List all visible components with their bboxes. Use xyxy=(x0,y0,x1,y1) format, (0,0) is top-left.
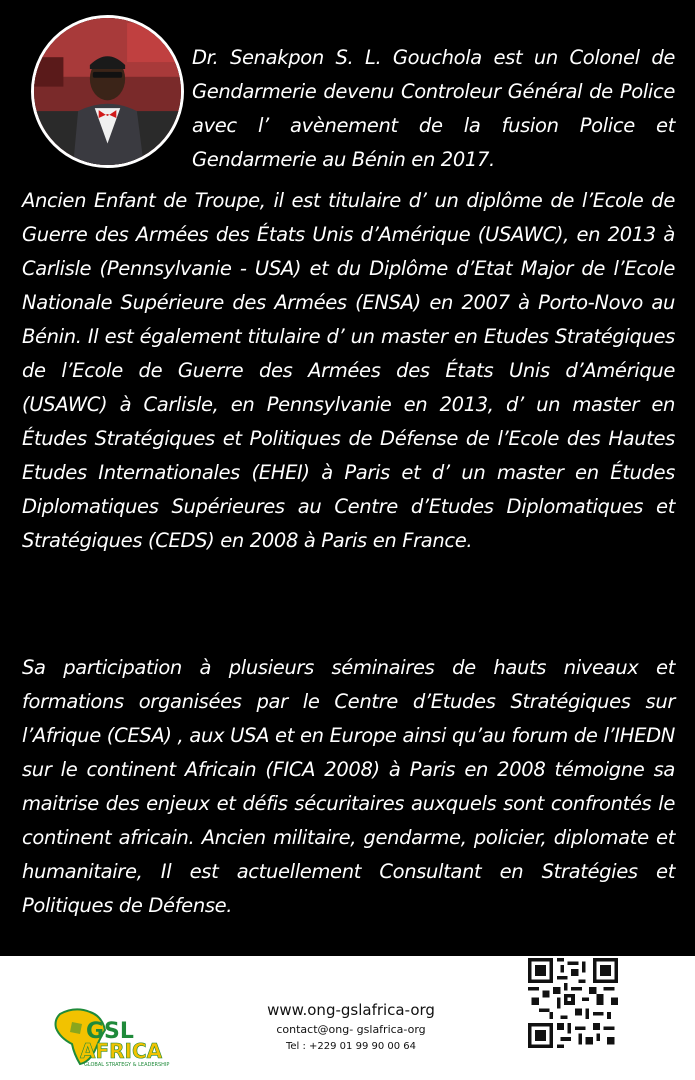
footer xyxy=(0,956,695,1080)
phone-number: Tel : +229 01 99 90 00 64 xyxy=(285,1041,417,1052)
logo-gsl-text: GSL xyxy=(86,1019,134,1044)
africa-map-icon xyxy=(50,1004,220,1068)
website-link[interactable]: www.ong-gslafrica-org xyxy=(267,1001,435,1019)
intro-paragraph: Dr. Senakpon S. L. Gouchola est un Colonel de Gendarmerie devenu Controleur Général de Police avec l’ avènement de la fusion Police et Gendarmerie au Bénin en 2017. xyxy=(192,46,675,171)
logo-tagline: GLOBAL STRATEGY & LEADERSHIP xyxy=(84,1062,170,1068)
logo-africa-text: AFRICA xyxy=(80,1039,163,1063)
experience-paragraph: Sa participation à plusieurs séminaires de hauts niveaux et formations organisées par le Centre d’Etudes Stratégiques sur l’Afrique (CESA) , aux USA et en Europe ainsi qu’au forum de l’IHEDN sur le continent Africain (FICA 2008) à Paris en 2008 témoigne sa maitrise des enjeux et défis sécuritaires auxquels sont confrontés le continent africain. Ancien militaire, gendarme, policier, diplomate et humanitaire, Il est actuellement Consultant en Stratégies et Politiques de Défense. xyxy=(22,656,675,917)
portrait-photo xyxy=(31,15,184,168)
email-link[interactable]: contact@ong- gslafrica-org xyxy=(276,1023,426,1036)
career-paragraph: Ancien Enfant de Troupe, il est titulaire d’ un diplôme de l’Ecole de Guerre des Armées des États Unis d’Amérique (USAWC), en 2013 à Carlisle (Pennsylvanie - USA) et du Diplôme d’Etat Major de l’Ecole Nationale Supérieure des Armées (ENSA) en 2007 à Porto-Novo au Bénin. Il est également titulaire d’ un master en Etudes Stratégiques de l’Ecole de Guerre des Armées des États Unis d’Amérique (USAWC) à Carlisle, en Pennsylvanie en 2013, d’ un master en Études Stratégiques et Politiques de Défense de l’Ecole des Hautes Etudes Internationales (EHEI) à Paris et d’ un master en Études Diplomatiques Supérieures au Centre d’Etudes Diplomatiques et Stratégiques (CEDS) en 2008 à Paris en France. xyxy=(22,189,675,552)
portrait-illustration xyxy=(34,18,181,165)
gsl-africa-logo xyxy=(50,1004,220,1068)
qr-code-icon xyxy=(528,958,618,1048)
contact-block xyxy=(240,999,462,1055)
